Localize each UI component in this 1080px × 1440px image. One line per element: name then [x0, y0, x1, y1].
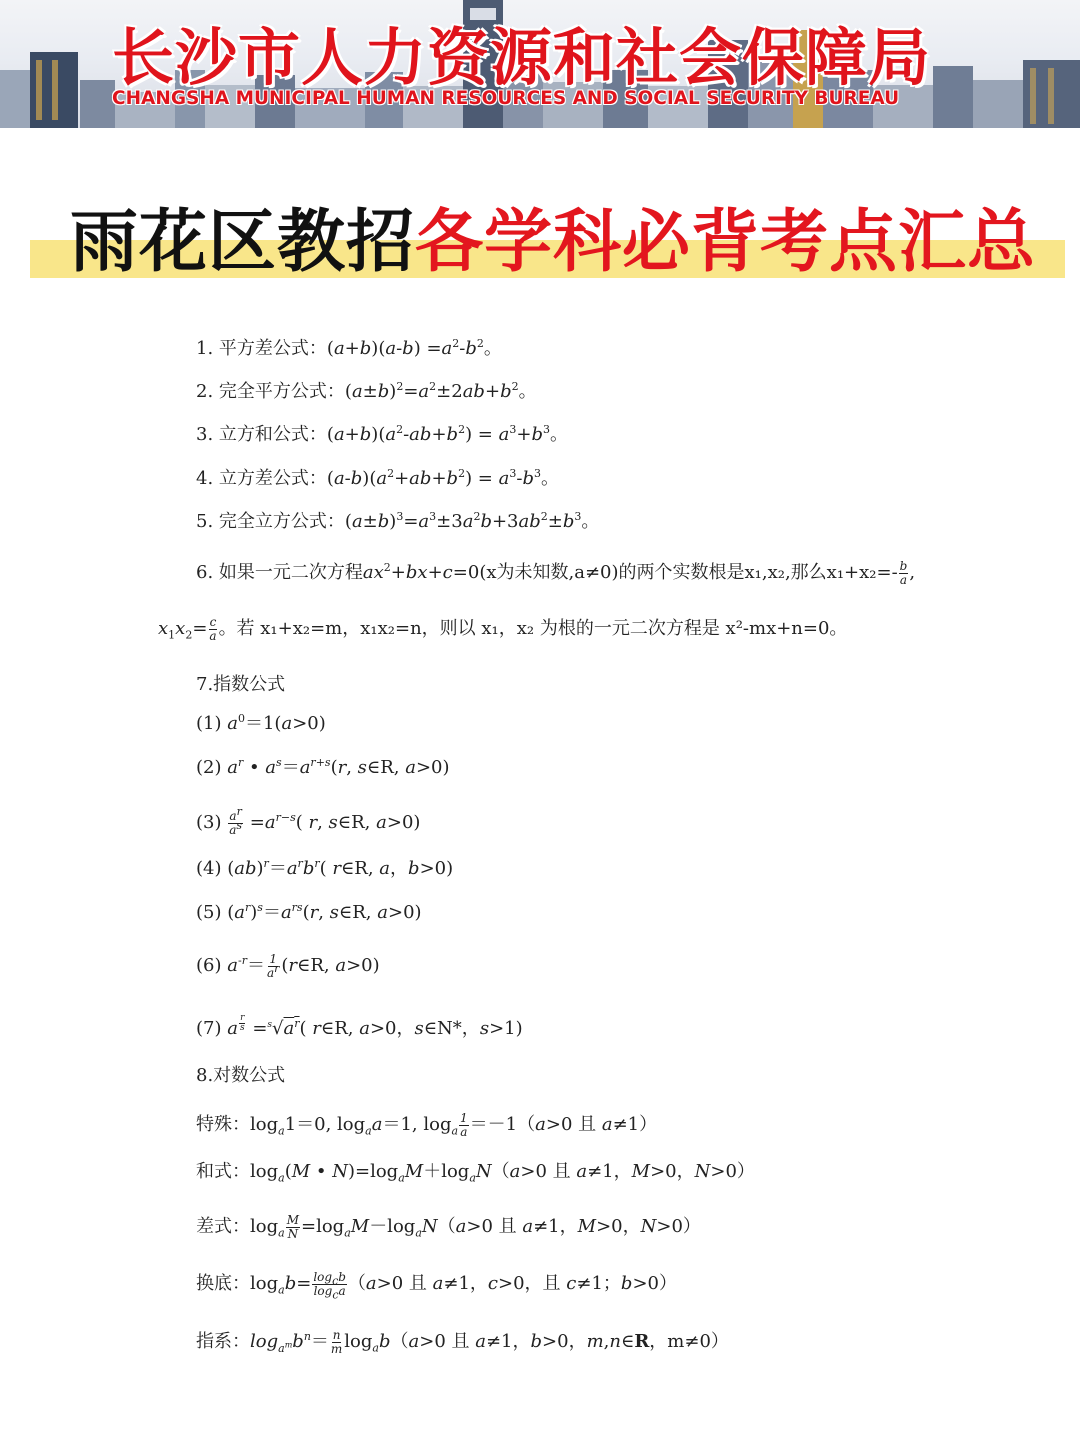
exp-item-5: (5) $(a^r)^s=a^{rs}(r$, s∈R, a>0)	[196, 901, 422, 923]
formula-6: 6. 如果一元二次方程$ax^2+bx+c=0(x$为未知数,a≠0)的两个实数根是x₁,x₂,那么x₁+x₂=- $\frac{b}{a}$ ,	[196, 559, 916, 587]
page-title	[70, 188, 1036, 285]
fraction-r-over-s: r s	[239, 1013, 245, 1034]
banner-title-en: CHANGSHA MUNICIPAL HUMAN RESOURCES AND SOCIAL SECURITY BUREAU	[112, 88, 900, 109]
exp-item-7: (7) a $^{\frac{r}{s}}$ $=^s√a^r$( r∈R, a>0，s∈N*，s>1)	[196, 1013, 523, 1039]
formula-2-label: 2. 完全平方公式：	[196, 381, 345, 402]
formula-4: 4. 立方差公式：$(a-b)(a^2+ab+b^2) = a^3-b^3$。	[196, 467, 559, 489]
exp-item-3-num: (3)	[196, 812, 222, 834]
fraction-logcb-over-logca: $\frac{\log_cb}{\log_ca}$	[313, 1270, 346, 1301]
fraction-ar-over-as: $\frac{a^r}{a^s}$	[229, 805, 243, 837]
page-title-part-red: 各学科必背考点汇总	[415, 203, 1037, 282]
formula-6-label: 6. 如果一元二次方程	[196, 562, 363, 584]
page-title-part-black: 雨花区教招	[70, 203, 416, 282]
log-sum-label: 和式：	[196, 1161, 250, 1182]
exp-item-3: (3) $\frac{a^r}{a^s}$ $=a^{r-s}$( r, s∈R, a>0)	[196, 805, 421, 837]
fraction-b-over-a: $\frac{b}{a}$	[899, 559, 908, 587]
log-change-base-label: 换底：	[196, 1273, 250, 1295]
exp-item-4-num: (4)	[196, 858, 222, 879]
log-power-label: 指系：	[196, 1331, 250, 1353]
banner-title-cn: 长沙市人力资源和社会保障局	[112, 21, 932, 94]
formula-2: 2. 完全平方公式：$(a\pm b)^2=a^2\pm 2ab+b^2$。	[196, 380, 537, 402]
fraction-1-over-a: $\frac{1}{a}$	[460, 1111, 468, 1139]
exp-item-7-num: (7)	[196, 1017, 222, 1039]
formula-6-text-a: (x为未知数,a≠0)的两个实数根是x₁,x₂,那么x₁+x₂=-	[479, 562, 898, 584]
formula-3: 3. 立方和公式：$(a+b)(a^2-ab+b^2) = a^3+b^3$。	[196, 423, 568, 445]
exp-item-6-num: (6)	[196, 955, 222, 977]
log-special: 特殊：$\log_a1=0$, $\log_aa=1$, $\log_a$ $\frac{1}{a}$ ＝－1（a>0 且 a≠1）	[196, 1111, 658, 1139]
exp-item-4: (4) $(ab)^r=a^rb^r$( r∈R, a，b>0)	[196, 857, 454, 879]
fraction-1-over-ar: $\frac{1}{a^r}$	[266, 952, 280, 980]
fraction-c-over-a: $\frac{c}{a}$	[209, 615, 217, 643]
formula-3-label: 3. 立方和公式：	[196, 424, 327, 445]
header-banner	[0, 0, 1080, 128]
formula-1-label: 1. 平方差公式：	[196, 338, 327, 359]
formula-1: 1. 平方差公式：$(a+b)(a-b) =a^2-b^2$。	[196, 337, 502, 359]
section-log-title: 8.对数公式	[196, 1065, 286, 1086]
formula-4-label: 4. 立方差公式：	[196, 468, 327, 489]
log-special-label: 特殊：	[196, 1114, 250, 1136]
exp-item-2-num: (2)	[196, 757, 222, 778]
formula-6-text-b: 。若 x₁+x₂=m，x₁x₂=n，则以 x₁，x₂ 为根的一元二次方程是 x²-mx+n=0。	[218, 618, 848, 640]
section-exp-title: 7.指数公式	[196, 674, 286, 695]
exp-item-1: (1) $a^0=1(a>0)$	[196, 712, 326, 734]
exp-item-5-num: (5)	[196, 902, 222, 923]
log-diff: 差式：$\log_a$ $\frac{M}{N}$ $=\log_aM-\log_aN(a>0$ 且 a≠1，M>0，N>0）	[196, 1213, 701, 1241]
log-diff-label: 差式：	[196, 1216, 250, 1238]
formula-6-cont: $x_1x_2=$ $\frac{c}{a}$ 。若 x₁+x₂=m，x₁x₂=n，则以 x₁，x₂ 为根的一元二次方程是 x²-mx+n=0。	[158, 615, 848, 643]
exp-item-6: (6) $a^{-r}=$ $\frac{1}{a^r}$ (r∈R, a>0)	[196, 952, 380, 980]
exp-item-2: (2) $a^r$ • $a^s=a^{r+s}(r$, s∈R, a>0)	[196, 756, 450, 778]
exp-item-1-num: (1)	[196, 713, 222, 734]
formula-5-label: 5. 完全立方公式：	[196, 511, 345, 532]
fraction-n-over-m: $\frac{n}{m}$	[330, 1328, 343, 1356]
log-change-base: 换底：$\log_ab=$ $\frac{\log_cb}{\log_ca}$ （a>0 且 a≠1，c>0，且 c≠1；b>0）	[196, 1270, 677, 1301]
fraction-m-over-n: $\frac{M}{N}$	[286, 1213, 299, 1241]
log-power: 指系：$\log_{a^m}b^n=$ $\frac{n}{m}$ $\log_ab(a>0$ 且 a≠1，b>0，m,n∈R，m≠0）	[196, 1328, 729, 1356]
formula-5: 5. 完全立方公式：$(a\pm b)^3=a^3\pm 3a^2b+3ab^2\pm b^3$。	[196, 510, 600, 532]
log-sum: 和式：$\log_a(M$ • $N)=\log_aM+\log_aN(a>0$ 且 a≠1，M>0，N>0）	[196, 1161, 755, 1185]
